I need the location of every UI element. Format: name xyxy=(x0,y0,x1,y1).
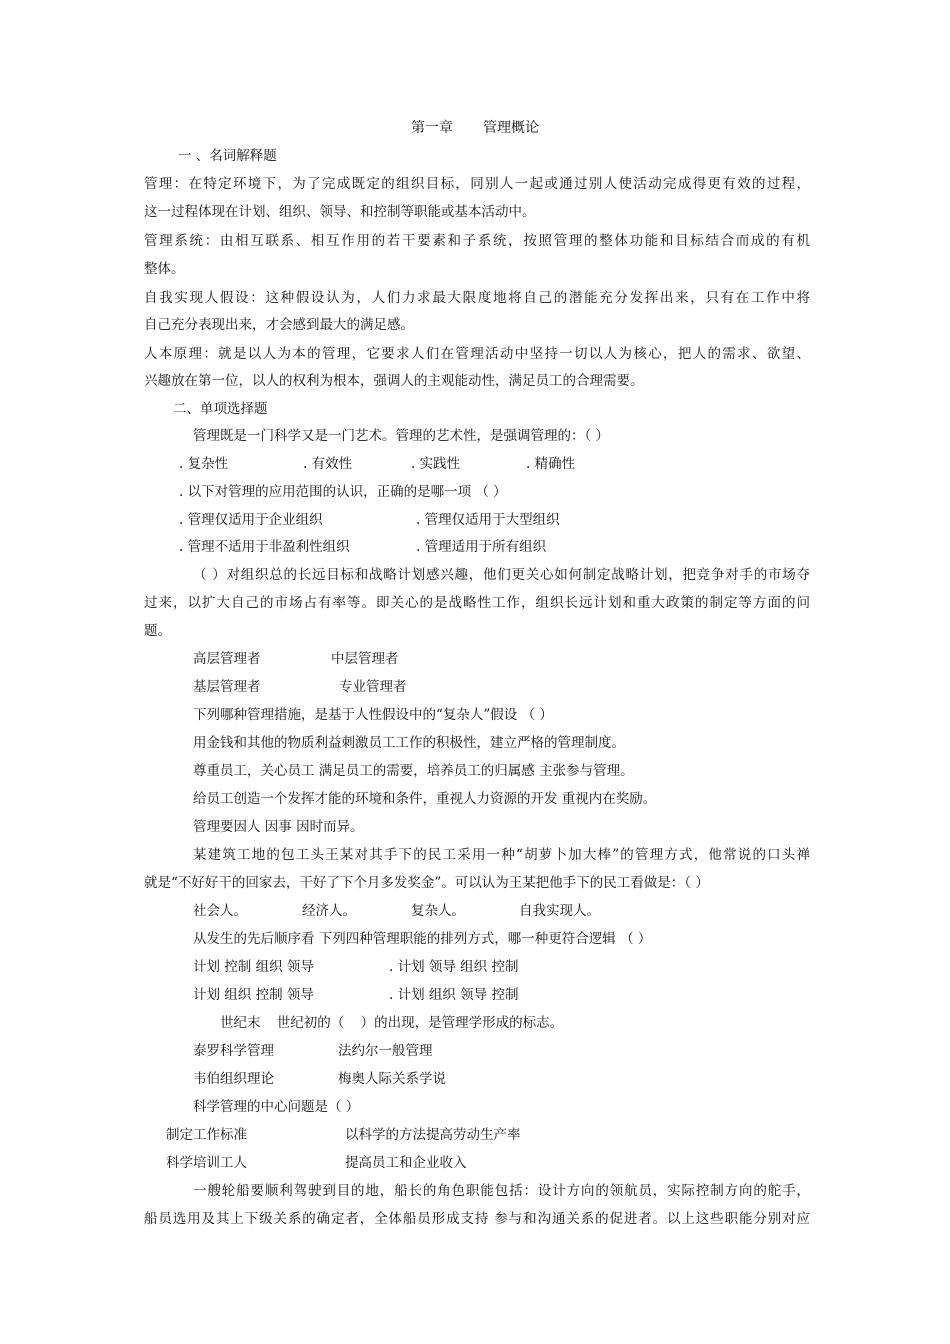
option-c: . 实践性 xyxy=(411,456,461,472)
question-9-line2: 船员选用及其上下级关系的确定者，全体船员形成支持 参与和沟通关系的促进者。以上这些职能分别对应 xyxy=(144,1211,810,1227)
question-3-line2: 过来，以扩大自己的市场占有率等。即关心的是战略性工作，组织长远计划和重大政策的制定等方面的问 xyxy=(144,595,810,611)
option-a: 泰罗科学管理 xyxy=(193,1043,274,1059)
option-a: 计划 控制 组织 领导 xyxy=(193,959,314,975)
definition-humanistic-line1: 人本原理：就是以人为本的管理，它要求人们在管理活动中坚持一切以人为核心，把人的需求、欲望、 xyxy=(144,346,810,362)
option-b: . 管理仅适用于大型组织 xyxy=(416,512,560,528)
question-6: 从发生的先后顺序看 下列四种管理职能的排列方式，哪一种更符合逻辑 （ ） xyxy=(193,931,652,947)
option-c: 复杂人。 xyxy=(411,903,465,919)
definition-self-actualization-line2: 自己充分表现出来，才会感到最大的满足感。 xyxy=(144,317,414,333)
option-a: . 管理仅适用于企业组织 xyxy=(179,512,323,528)
chapter-number: 第一章 xyxy=(411,120,453,136)
option-d: 提高员工和企业收入 xyxy=(345,1155,467,1171)
question-4-option-b: 尊重员工，关心员工 满足员工的需要，培养员工的归属感 主张参与管理。 xyxy=(193,763,634,779)
definition-management-line2: 这一过程体现在计划、组织、领导、和控制等职能或基本活动中。 xyxy=(144,204,536,220)
option-c: 韦伯组织理论 xyxy=(193,1071,274,1087)
option-c: 基层管理者 xyxy=(193,679,261,695)
question-8: 科学管理的中心问题是（ ） xyxy=(193,1099,360,1115)
option-b: 法约尔一般管理 xyxy=(338,1043,433,1059)
section-heading-definitions: 一 、名词解释题 xyxy=(178,148,277,164)
question-5-line2: 就是“不好好干的回家去，干好了下个月多发奖金”。可以认为王某把他手下的民工看做是：（ ） xyxy=(144,875,709,891)
option-d: . 计划 组织 领导 控制 xyxy=(389,987,519,1003)
page-title xyxy=(0,119,950,137)
definition-system-line1: 管理系统：由相互联系、相互作用的若干要素和子系统，按照管理的整体功能和目标结合而成的有机 xyxy=(144,233,810,249)
section-heading-choice: 二、单项选择题 xyxy=(173,401,268,417)
option-d: 专业管理者 xyxy=(339,679,407,695)
question-1: 管理既是一门科学又是一门艺术。管理的艺术性，是强调管理的：（ ） xyxy=(193,428,610,444)
option-c: 计划 组织 控制 领导 xyxy=(193,987,314,1003)
question-3-line3: 题。 xyxy=(144,623,171,639)
option-b: . 有效性 xyxy=(303,456,353,472)
question-4-option-c: 给员工创造一个发挥才能的环境和条件，重视人力资源的开发 重视内在奖励。 xyxy=(193,791,657,807)
option-a: 社会人。 xyxy=(193,903,247,919)
question-4-option-d: 管理要因人 因事 因时而异。 xyxy=(193,819,364,835)
option-b: . 计划 领导 组织 控制 xyxy=(389,959,519,975)
option-d: . 精确性 xyxy=(526,456,576,472)
option-a: 高层管理者 xyxy=(193,651,261,667)
definition-self-actualization-line1: 自我实现人假设：这种假设认为，人们力求最大限度地将自己的潜能充分发挥出来，只有在工作中将 xyxy=(144,290,810,306)
question-9-line1: 一艘轮船要顺利驾驶到目的地，船长的角色职能包括：设计方向的领航员，实际控制方向的舵手， xyxy=(193,1183,810,1199)
definition-management-line1: 管理：在特定环境下，为了完成既定的组织目标，同别人一起或通过别人使活动完成得更有效的过程， xyxy=(144,176,810,192)
option-b: 中层管理者 xyxy=(331,651,399,667)
question-4: 下列哪种管理措施，是基于人性假设中的“复杂人”假设 （ ） xyxy=(193,707,553,723)
question-4-option-a: 用金钱和其他的物质利益刺激员工工作的积极性，建立严格的管理制度。 xyxy=(193,735,625,751)
option-a: . 复杂性 xyxy=(179,456,229,472)
definition-humanistic-line2: 兴趣放在第一位，以人的权利为根本，强调人的主观能动性，满足员工的合理需要。 xyxy=(144,373,644,389)
option-a: 制定工作标准 xyxy=(166,1127,247,1143)
option-b: 经济人。 xyxy=(302,903,356,919)
chapter-name: 管理概论 xyxy=(483,120,539,136)
option-d: . 管理适用于所有组织 xyxy=(416,539,547,555)
question-7: 世纪末 世纪初的（ ）的出现，是管理学形成的标志。 xyxy=(220,1015,564,1031)
option-c: . 管理不适用于非盈利性组织 xyxy=(179,539,350,555)
option-c: 科学培训工人 xyxy=(166,1155,247,1171)
question-2: . 以下对管理的应用范围的认识，正确的是哪一项 （ ） xyxy=(179,484,507,500)
question-5-line1: 某建筑工地的包工头王某对其手下的民工采用一种“胡萝卜加大棒”的管理方式，他常说的口头禅 xyxy=(193,847,810,863)
option-d: 梅奥人际关系学说 xyxy=(338,1071,446,1087)
question-3-line1: （ ）对组织总的长远目标和战略计划感兴趣，他们更关心如何制定战略计划，把竞争对手的市场夺 xyxy=(193,567,810,583)
option-d: 自我实现人。 xyxy=(519,903,600,919)
definition-system-line2: 整体。 xyxy=(144,261,185,277)
option-b: 以科学的方法提高劳动生产率 xyxy=(345,1127,521,1143)
